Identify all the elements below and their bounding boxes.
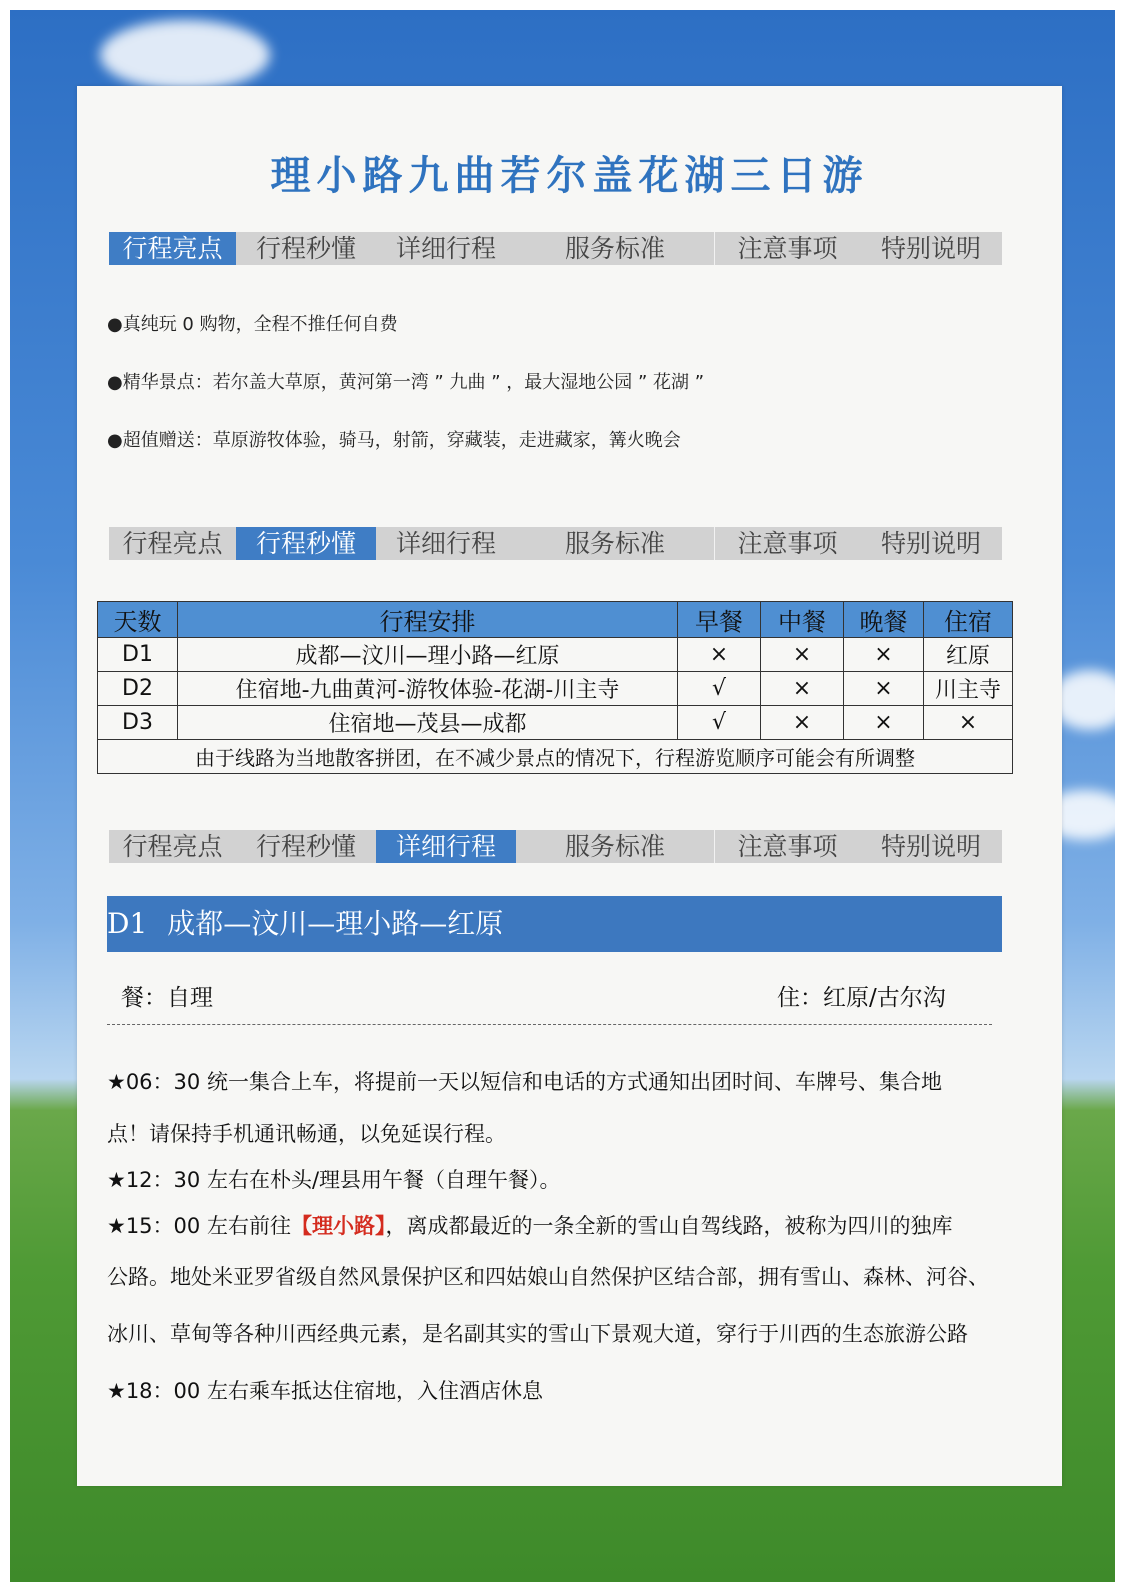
column-header: 早餐 — [678, 602, 761, 638]
detail-line: 点！请保持手机通讯畅通，以免延误行程。 — [107, 1122, 506, 1146]
tab-highlights[interactable]: 行程亮点 — [122, 832, 223, 861]
highlight-item: ●精华景点：若尔盖大草原，黄河第一湾 ” 九曲 ” ，最大湿地公园 ” 花湖 ” — [107, 372, 705, 393]
tab-service[interactable]: 服务标准 — [564, 529, 665, 558]
table-cell: 成都—汶川—理小路—红原 — [178, 638, 678, 672]
table-cell: 川主寺 — [924, 672, 1013, 706]
table-cell: × — [761, 672, 844, 706]
section-tabs-highlights — [109, 232, 1002, 265]
tab-highlights[interactable]: 行程亮点 — [122, 529, 223, 558]
table-cell: 住宿地-九曲黄河-游牧体验-花湖-川主寺 — [178, 672, 678, 706]
table-cell: √ — [678, 672, 761, 706]
table-cell: × — [761, 638, 844, 672]
highlight-item: ●超值赠送：草原游牧体验，骑马，射箭，穿藏装，走进藏家，篝火晚会 — [107, 430, 681, 451]
tab-special[interactable]: 特别说明 — [880, 529, 981, 558]
tab-service[interactable]: 服务标准 — [564, 234, 665, 263]
section-tabs-overview — [109, 527, 1002, 560]
column-header: 住宿 — [924, 602, 1013, 638]
tab-overview[interactable]: 行程秒懂 — [255, 234, 356, 263]
tab-special[interactable]: 特别说明 — [880, 832, 981, 861]
detail-line: 公路。地处米亚罗省级自然风景保护区和四姑娘山自然保护区结合部，拥有雪山、森林、河谷、 — [107, 1265, 989, 1289]
tab-highlights[interactable]: 行程亮点 — [109, 232, 236, 265]
tab-details[interactable]: 详细行程 — [395, 529, 496, 558]
table-note-row — [98, 740, 1013, 774]
table-cell: × — [844, 638, 924, 672]
table-cell: √ — [678, 706, 761, 740]
day-label: D1 — [107, 907, 148, 940]
schedule-note: 由于线路为当地散客拼团，在不减少景点的情况下，行程游览顺序可能会有所调整 — [98, 740, 1013, 774]
detail-line: ★12：30 左右在朴头/理县用午餐（自理午餐）。 — [107, 1168, 561, 1192]
tab-service[interactable]: 服务标准 — [564, 832, 665, 861]
table-cell: × — [924, 706, 1013, 740]
day-detail — [107, 1054, 1007, 1420]
table-row — [98, 638, 1013, 672]
highlight-place: 【理小路】 — [290, 1214, 386, 1238]
table-cell: × — [678, 638, 761, 672]
itinerary-page — [77, 86, 1062, 1486]
tab-overview[interactable]: 行程秒懂 — [255, 832, 356, 861]
schedule-table — [97, 601, 1013, 774]
detail-text: ，离成都最近的一条全新的雪山自驾线路，被称为四川的独库 — [385, 1214, 953, 1238]
section-tabs-details — [109, 830, 1002, 863]
detail-line: ★18：00 左右乘车抵达住宿地，入住酒店休息 — [107, 1379, 543, 1403]
table-cell: 住宿地—茂县—成都 — [178, 706, 678, 740]
table-header-row — [98, 602, 1013, 638]
tab-overview[interactable]: 行程秒懂 — [236, 527, 376, 560]
detail-line — [107, 1203, 1007, 1249]
detail-line: ★06：30 统一集合上车，将提前一天以短信和电话的方式通知出团时间、车牌号、集合地 — [107, 1070, 942, 1094]
lodging-info: 住：红原/古尔沟 — [777, 985, 946, 1011]
table-cell: × — [844, 706, 924, 740]
detail-text: ★15：00 左右前往 — [107, 1214, 291, 1238]
day-heading — [107, 896, 1002, 952]
table-cell: × — [844, 672, 924, 706]
table-cell: D2 — [98, 672, 178, 706]
cloud — [100, 20, 270, 90]
table-cell: D3 — [98, 706, 178, 740]
column-header: 行程安排 — [178, 602, 678, 638]
highlights-list — [107, 310, 1007, 484]
column-header: 天数 — [98, 602, 178, 638]
meal-info: 餐：自理 — [121, 985, 213, 1011]
tab-notice[interactable]: 注意事项 — [714, 232, 860, 265]
table-cell: 红原 — [924, 638, 1013, 672]
page-title: 理小路九曲若尔盖花湖三日游 — [270, 153, 869, 199]
column-header: 晚餐 — [844, 602, 924, 638]
tab-details[interactable]: 详细行程 — [376, 830, 516, 863]
table-cell: × — [761, 706, 844, 740]
day-route: 成都—汶川—理小路—红原 — [167, 907, 504, 940]
tab-details[interactable]: 详细行程 — [395, 234, 496, 263]
tab-special[interactable]: 特别说明 — [880, 234, 981, 263]
tab-notice[interactable]: 注意事项 — [714, 830, 860, 863]
detail-line: 冰川、草甸等各种川西经典元素，是名副其实的雪山下景观大道，穿行于川西的生态旅游公路 — [107, 1322, 968, 1346]
tab-notice[interactable]: 注意事项 — [714, 527, 860, 560]
table-row — [98, 706, 1013, 740]
highlight-item: ●真纯玩 0 购物，全程不推任何自费 — [107, 314, 398, 335]
dashed-divider — [107, 1024, 992, 1025]
column-header: 中餐 — [761, 602, 844, 638]
table-cell: D1 — [98, 638, 178, 672]
table-row — [98, 672, 1013, 706]
